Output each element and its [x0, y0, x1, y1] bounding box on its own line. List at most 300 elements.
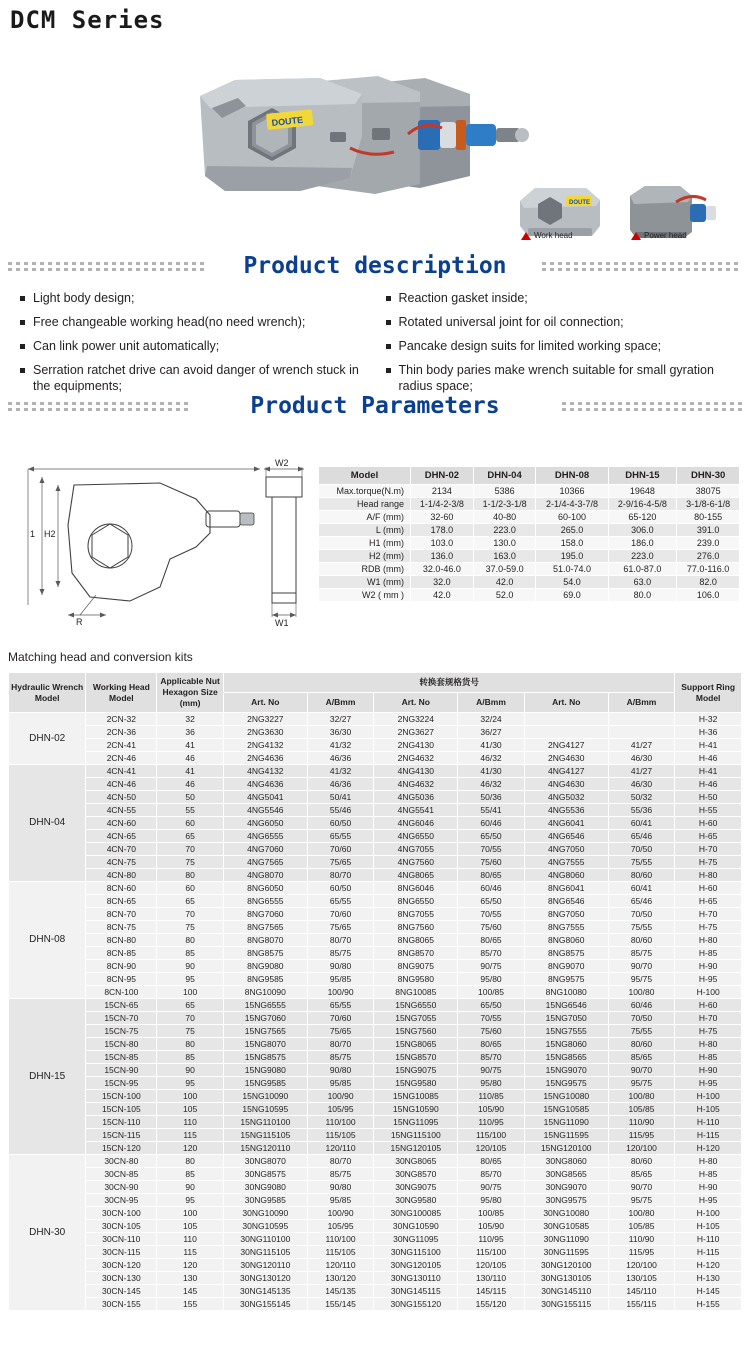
ab-1-cell: 80/70 [307, 869, 374, 882]
spec-header-dhn08: DHN-08 [536, 467, 608, 485]
hex-size-cell: 41 [157, 765, 224, 778]
art-no-3-cell: 15NG11090 [524, 1116, 608, 1129]
art-no-1-cell: 15NG120110 [223, 1142, 307, 1155]
art-no-2-cell: 15NG115100 [374, 1129, 458, 1142]
art-no-3-cell: 8NG8575 [524, 947, 608, 960]
spec-cell: 63.0 [608, 576, 677, 589]
ab-2-cell: 80/65 [458, 934, 525, 947]
support-ring-cell: H-32 [675, 713, 742, 726]
table-row [9, 1129, 742, 1142]
table-row [9, 882, 742, 895]
table-row [9, 1233, 742, 1246]
hex-size-cell: 90 [157, 960, 224, 973]
ab-2-cell: 80/65 [458, 1038, 525, 1051]
support-ring-cell: H-105 [675, 1103, 742, 1116]
spec-cell: 5386 [473, 485, 536, 498]
art-no-1-cell: 30NG120110 [223, 1259, 307, 1272]
art-no-1-cell: 2NG4132 [223, 739, 307, 752]
art-no-3-cell: 15NG11595 [524, 1129, 608, 1142]
section-header-description [0, 250, 750, 284]
spec-cell: 60-100 [536, 511, 608, 524]
hex-size-cell: 85 [157, 947, 224, 960]
support-ring-cell: H-60 [675, 817, 742, 830]
description-column-left [20, 290, 370, 402]
art-no-3-cell: 15NG120100 [524, 1142, 608, 1155]
support-ring-cell: H-60 [675, 882, 742, 895]
art-no-3-cell: 8NG7555 [524, 921, 608, 934]
wrench-model-cell: DHN-02 [9, 713, 86, 765]
ab-2-cell: 95/80 [458, 973, 525, 986]
ab-1-cell: 145/135 [307, 1285, 374, 1298]
support-ring-cell: H-55 [675, 804, 742, 817]
ab-3-cell: 100/80 [608, 1090, 675, 1103]
ab-2-cell: 70/55 [458, 908, 525, 921]
spec-row-label: RDB (mm) [319, 563, 411, 576]
spec-cell: 80-155 [677, 511, 740, 524]
ab-2-cell: 95/80 [458, 1194, 525, 1207]
ab-3-cell: 120/100 [608, 1142, 675, 1155]
art-no-3-cell: 4NG5536 [524, 804, 608, 817]
head-model-cell: 30CN-85 [86, 1168, 157, 1181]
art-no-3-cell: 30NG10585 [524, 1220, 608, 1233]
hex-size-cell: 41 [157, 739, 224, 752]
ab-2-cell: 41/30 [458, 739, 525, 752]
section-title-parameters: Product Parameters [250, 393, 500, 419]
support-ring-cell: H-80 [675, 934, 742, 947]
table-row [9, 934, 742, 947]
wrench-model-cell: DHN-15 [9, 999, 86, 1155]
art-no-3-cell: 4NG6041 [524, 817, 608, 830]
spec-header-dhn30: DHN-30 [677, 467, 740, 485]
support-ring-cell: H-80 [675, 869, 742, 882]
ab-3-cell: 100/80 [608, 1207, 675, 1220]
art-no-3-cell: 4NG7050 [524, 843, 608, 856]
spec-row [319, 589, 740, 602]
art-no-2-cell: 15NG6550 [374, 999, 458, 1012]
spec-cell: 136.0 [411, 550, 474, 563]
bullet-text: Can link power unit automatically; [33, 339, 220, 353]
art-no-2-cell: 4NG4632 [374, 778, 458, 791]
art-no-2-cell: 15NG7560 [374, 1025, 458, 1038]
art-no-3-cell: 8NG6041 [524, 882, 608, 895]
hex-size-cell: 80 [157, 869, 224, 882]
ab-3-cell: 41/27 [608, 765, 675, 778]
bullet-text: Free changeable working head(no need wrench); [33, 315, 306, 329]
bullet-text: Pancake design suits for limited working space; [398, 339, 662, 353]
header-ab-3: A/Bmm [608, 693, 675, 713]
support-ring-cell: H-120 [675, 1142, 742, 1155]
ab-3-cell: 70/50 [608, 908, 675, 921]
head-model-cell: 30CN-115 [86, 1246, 157, 1259]
hex-size-cell: 90 [157, 1064, 224, 1077]
ab-2-cell: 80/65 [458, 1155, 525, 1168]
art-no-1-cell: 4NG7060 [223, 843, 307, 856]
spec-row-label: H2 (mm) [319, 550, 411, 563]
table-row [9, 1051, 742, 1064]
support-ring-cell: H-100 [675, 1207, 742, 1220]
table-row [9, 1077, 742, 1090]
art-no-1-cell: 15NG7565 [223, 1025, 307, 1038]
support-ring-cell: H-110 [675, 1116, 742, 1129]
art-no-3-cell: 30NG155115 [524, 1298, 608, 1311]
art-no-2-cell: 30NG9580 [374, 1194, 458, 1207]
ab-1-cell: 85/75 [307, 1168, 374, 1181]
wrench-model-cell: DHN-08 [9, 882, 86, 999]
support-ring-cell: H-75 [675, 921, 742, 934]
support-ring-cell: H-100 [675, 986, 742, 999]
art-no-2-cell: 30NG10590 [374, 1220, 458, 1233]
bullet-square-icon [20, 320, 25, 325]
bullet-text: Light body design; [33, 291, 135, 305]
dim-label-1: 1 [30, 529, 36, 539]
caption-power-head-label: Power head [644, 231, 687, 240]
spec-row [319, 498, 740, 511]
dim-label-h2: H2 [44, 529, 56, 539]
ab-1-cell: 70/60 [307, 1012, 374, 1025]
art-no-3-cell: 15NG8060 [524, 1038, 608, 1051]
spec-row-label: W2 ( mm ) [319, 589, 411, 602]
ab-3-cell: 95/75 [608, 973, 675, 986]
head-model-cell: 4CN-46 [86, 778, 157, 791]
table-row [9, 1181, 742, 1194]
art-no-2-cell: 4NG6550 [374, 830, 458, 843]
head-model-cell: 8CN-95 [86, 973, 157, 986]
ab-2-cell: 46/32 [458, 752, 525, 765]
art-no-3-cell: 4NG8060 [524, 869, 608, 882]
support-ring-cell: H-85 [675, 1051, 742, 1064]
spec-table-header-row [319, 467, 740, 485]
spec-cell: 158.0 [536, 537, 608, 550]
head-model-cell: 30CN-90 [86, 1181, 157, 1194]
spec-cell: 42.0 [473, 576, 536, 589]
art-no-1-cell: 8NG8575 [223, 947, 307, 960]
art-no-1-cell: 15NG6555 [223, 999, 307, 1012]
ab-1-cell: 90/80 [307, 1064, 374, 1077]
table-row [9, 1142, 742, 1155]
art-no-2-cell: 2NG4130 [374, 739, 458, 752]
table-row [9, 817, 742, 830]
spec-header-dhn04: DHN-04 [473, 467, 536, 485]
hex-size-cell: 105 [157, 1220, 224, 1233]
ab-1-cell: 36/30 [307, 726, 374, 739]
ab-1-cell: 155/145 [307, 1298, 374, 1311]
hex-size-cell: 95 [157, 1194, 224, 1207]
art-no-2-cell: 2NG3224 [374, 713, 458, 726]
ab-1-cell: 115/105 [307, 1246, 374, 1259]
hex-size-cell: 85 [157, 1168, 224, 1181]
ab-3-cell: 105/85 [608, 1220, 675, 1233]
hex-size-cell: 60 [157, 817, 224, 830]
ab-3-cell: 75/55 [608, 921, 675, 934]
ab-1-cell: 110/100 [307, 1233, 374, 1246]
ab-2-cell: 65/50 [458, 999, 525, 1012]
ab-3-cell: 95/75 [608, 1194, 675, 1207]
head-model-cell: 30CN-120 [86, 1259, 157, 1272]
head-model-cell: 8CN-65 [86, 895, 157, 908]
art-no-1-cell: 15NG115105 [223, 1129, 307, 1142]
ab-3-cell: 110/90 [608, 1116, 675, 1129]
hex-size-cell: 75 [157, 1025, 224, 1038]
header-ab-2: A/Bmm [458, 693, 525, 713]
ab-1-cell: 46/36 [307, 778, 374, 791]
spec-cell: 52.0 [473, 589, 536, 602]
ab-2-cell: 75/60 [458, 1025, 525, 1038]
art-no-2-cell: 15NG10085 [374, 1090, 458, 1103]
ab-2-cell: 36/27 [458, 726, 525, 739]
art-no-3-cell: 8NG8060 [524, 934, 608, 947]
bullet-square-icon [386, 296, 391, 301]
head-model-cell: 4CN-55 [86, 804, 157, 817]
head-model-cell: 15CN-95 [86, 1077, 157, 1090]
ab-2-cell: 60/46 [458, 817, 525, 830]
table-row [9, 778, 742, 791]
ab-1-cell: 130/120 [307, 1272, 374, 1285]
support-ring-cell: H-95 [675, 1194, 742, 1207]
support-ring-cell: H-80 [675, 1155, 742, 1168]
art-no-3-cell: 30NG8060 [524, 1155, 608, 1168]
ab-3-cell: 70/50 [608, 1012, 675, 1025]
hex-size-cell: 120 [157, 1259, 224, 1272]
spec-cell: 239.0 [677, 537, 740, 550]
ab-2-cell: 155/120 [458, 1298, 525, 1311]
hex-size-cell: 100 [157, 986, 224, 999]
ab-1-cell: 90/80 [307, 1181, 374, 1194]
spec-cell: 51.0-74.0 [536, 563, 608, 576]
table-row [9, 947, 742, 960]
art-no-1-cell: 15NG9080 [223, 1064, 307, 1077]
head-model-cell: 4CN-65 [86, 830, 157, 843]
ab-1-cell: 80/70 [307, 1155, 374, 1168]
art-no-2-cell: 30NG11095 [374, 1233, 458, 1246]
hex-size-cell: 46 [157, 752, 224, 765]
spec-cell: 32-60 [411, 511, 474, 524]
support-ring-cell: H-70 [675, 843, 742, 856]
table-row [9, 1207, 742, 1220]
table-row [9, 1038, 742, 1051]
matching-table-header-row [9, 673, 742, 693]
ab-3-cell: 70/50 [608, 843, 675, 856]
art-no-2-cell: 4NG5036 [374, 791, 458, 804]
spec-cell: 306.0 [608, 524, 677, 537]
spec-cell: 10366 [536, 485, 608, 498]
support-ring-cell: H-80 [675, 1038, 742, 1051]
ab-1-cell: 100/90 [307, 986, 374, 999]
art-no-1-cell: 15NG10595 [223, 1103, 307, 1116]
table-row [9, 1259, 742, 1272]
art-no-2-cell: 30NG130110 [374, 1272, 458, 1285]
support-ring-cell: H-60 [675, 999, 742, 1012]
art-no-3-cell: 15NG10585 [524, 1103, 608, 1116]
art-no-2-cell: 30NG120105 [374, 1259, 458, 1272]
support-ring-cell: H-36 [675, 726, 742, 739]
hex-size-cell: 130 [157, 1272, 224, 1285]
art-no-2-cell: 30NG8570 [374, 1168, 458, 1181]
ab-2-cell: 130/110 [458, 1272, 525, 1285]
ab-1-cell: 55/46 [307, 804, 374, 817]
art-no-3-cell: 4NG4630 [524, 778, 608, 791]
ab-1-cell: 105/95 [307, 1220, 374, 1233]
head-model-cell: 30CN-145 [86, 1285, 157, 1298]
art-no-3-cell: 2NG4127 [524, 739, 608, 752]
art-no-1-cell: 30NG110100 [223, 1233, 307, 1246]
ab-1-cell: 65/55 [307, 999, 374, 1012]
spec-cell: 80.0 [608, 589, 677, 602]
support-ring-cell: H-110 [675, 1233, 742, 1246]
dim-label-r: R [76, 617, 83, 627]
table-row [9, 726, 742, 739]
head-model-cell: 4CN-60 [86, 817, 157, 830]
ab-2-cell: 70/55 [458, 843, 525, 856]
ab-1-cell: 105/95 [307, 1103, 374, 1116]
specification-table [318, 466, 740, 602]
ab-1-cell: 41/32 [307, 739, 374, 752]
page-title: DCM Series [10, 6, 165, 34]
art-no-3-cell: 30NG10080 [524, 1207, 608, 1220]
art-no-3-cell: 15NG6546 [524, 999, 608, 1012]
art-no-1-cell: 30NG155145 [223, 1298, 307, 1311]
support-ring-cell: H-85 [675, 1168, 742, 1181]
ab-3-cell: 80/60 [608, 1155, 675, 1168]
art-no-2-cell: 8NG7560 [374, 921, 458, 934]
spec-header-dhn02: DHN-02 [411, 467, 474, 485]
hex-size-cell: 80 [157, 1038, 224, 1051]
header-art-no-2: Art. No [374, 693, 458, 713]
ab-3-cell: 80/60 [608, 934, 675, 947]
ab-1-cell: 65/55 [307, 830, 374, 843]
ab-1-cell: 46/36 [307, 752, 374, 765]
table-row [9, 1090, 742, 1103]
triangle-marker-icon [631, 232, 641, 240]
art-no-1-cell: 30NG9080 [223, 1181, 307, 1194]
art-no-2-cell: 8NG9580 [374, 973, 458, 986]
hex-size-cell: 110 [157, 1116, 224, 1129]
spec-row [319, 537, 740, 550]
ab-3-cell: 60/41 [608, 882, 675, 895]
ab-3-cell: 85/65 [608, 1051, 675, 1064]
head-model-cell: 8CN-100 [86, 986, 157, 999]
support-ring-cell: H-46 [675, 752, 742, 765]
spec-cell: 276.0 [677, 550, 740, 563]
support-ring-cell: H-95 [675, 973, 742, 986]
art-no-3-cell: 2NG4630 [524, 752, 608, 765]
table-row [9, 895, 742, 908]
matching-table-heading: Matching head and conversion kits [8, 650, 193, 664]
head-model-cell: 30CN-105 [86, 1220, 157, 1233]
head-model-cell: 30CN-100 [86, 1207, 157, 1220]
ab-2-cell: 75/60 [458, 921, 525, 934]
spec-cell: 130.0 [473, 537, 536, 550]
art-no-1-cell: 15NG10090 [223, 1090, 307, 1103]
bullet-square-icon [20, 344, 25, 349]
hex-size-cell: 155 [157, 1298, 224, 1311]
art-no-1-cell: 15NG7060 [223, 1012, 307, 1025]
ab-3-cell: 90/70 [608, 1181, 675, 1194]
support-ring-cell: H-90 [675, 1181, 742, 1194]
art-no-2-cell: 4NG8065 [374, 869, 458, 882]
ab-3-cell: 85/65 [608, 1168, 675, 1181]
hex-size-cell: 95 [157, 1077, 224, 1090]
art-no-1-cell: 8NG9585 [223, 973, 307, 986]
section-header-parameters [0, 390, 750, 424]
spec-header-dhn15: DHN-15 [608, 467, 677, 485]
spec-cell: 82.0 [677, 576, 740, 589]
ab-1-cell: 115/105 [307, 1129, 374, 1142]
art-no-3-cell: 15NG9575 [524, 1077, 608, 1090]
ab-3-cell: 105/85 [608, 1103, 675, 1116]
spec-row [319, 524, 740, 537]
hex-size-cell: 100 [157, 1207, 224, 1220]
ab-2-cell: 85/70 [458, 947, 525, 960]
art-no-1-cell: 4NG6050 [223, 817, 307, 830]
art-no-1-cell: 30NG8575 [223, 1168, 307, 1181]
head-model-cell: 4CN-80 [86, 869, 157, 882]
table-row [9, 752, 742, 765]
ab-3-cell [608, 726, 675, 739]
table-row [9, 713, 742, 726]
head-model-cell: 30CN-155 [86, 1298, 157, 1311]
art-no-1-cell: 30NG130120 [223, 1272, 307, 1285]
art-no-2-cell: 4NG6046 [374, 817, 458, 830]
hex-size-cell: 90 [157, 1181, 224, 1194]
table-row [9, 843, 742, 856]
head-model-cell: 15CN-100 [86, 1090, 157, 1103]
header-wrench-model: Hydraulic Wrench Model [9, 673, 86, 713]
art-no-1-cell: 30NG115105 [223, 1246, 307, 1259]
ab-3-cell: 155/115 [608, 1298, 675, 1311]
head-model-cell: 30CN-110 [86, 1233, 157, 1246]
support-ring-cell: H-100 [675, 1090, 742, 1103]
ab-3-cell: 50/32 [608, 791, 675, 804]
ab-2-cell: 95/80 [458, 1077, 525, 1090]
ab-3-cell: 75/55 [608, 856, 675, 869]
table-row [9, 791, 742, 804]
art-no-2-cell: 4NG7055 [374, 843, 458, 856]
art-no-2-cell: 8NG8570 [374, 947, 458, 960]
art-no-2-cell: 15NG120105 [374, 1142, 458, 1155]
ab-2-cell: 65/50 [458, 895, 525, 908]
section-title-description: Product description [243, 253, 507, 279]
hex-size-cell: 70 [157, 843, 224, 856]
spec-row-label: L (mm) [319, 524, 411, 537]
support-ring-cell: H-145 [675, 1285, 742, 1298]
support-ring-cell: H-41 [675, 765, 742, 778]
ab-1-cell: 50/41 [307, 791, 374, 804]
ab-3-cell: 90/70 [608, 960, 675, 973]
art-no-3-cell: 30NG120100 [524, 1259, 608, 1272]
bullet-square-icon [386, 344, 391, 349]
art-no-1-cell: 15NG8575 [223, 1051, 307, 1064]
ab-2-cell: 90/75 [458, 1064, 525, 1077]
art-no-2-cell: 2NG4632 [374, 752, 458, 765]
bullet-item [20, 338, 370, 354]
art-no-2-cell: 2NG3627 [374, 726, 458, 739]
bullet-item [20, 314, 370, 330]
table-row [9, 765, 742, 778]
art-no-3-cell: 30NG145110 [524, 1285, 608, 1298]
ab-1-cell: 65/55 [307, 895, 374, 908]
support-ring-cell: H-130 [675, 1272, 742, 1285]
head-model-cell: 15CN-90 [86, 1064, 157, 1077]
ab-2-cell: 90/75 [458, 1181, 525, 1194]
head-model-cell: 8CN-90 [86, 960, 157, 973]
art-no-2-cell: 4NG7560 [374, 856, 458, 869]
art-no-1-cell: 2NG3630 [223, 726, 307, 739]
art-no-1-cell: 15NG8070 [223, 1038, 307, 1051]
spec-cell: 69.0 [536, 589, 608, 602]
art-no-3-cell: 4NG4127 [524, 765, 608, 778]
ab-1-cell: 95/85 [307, 1077, 374, 1090]
table-row [9, 869, 742, 882]
